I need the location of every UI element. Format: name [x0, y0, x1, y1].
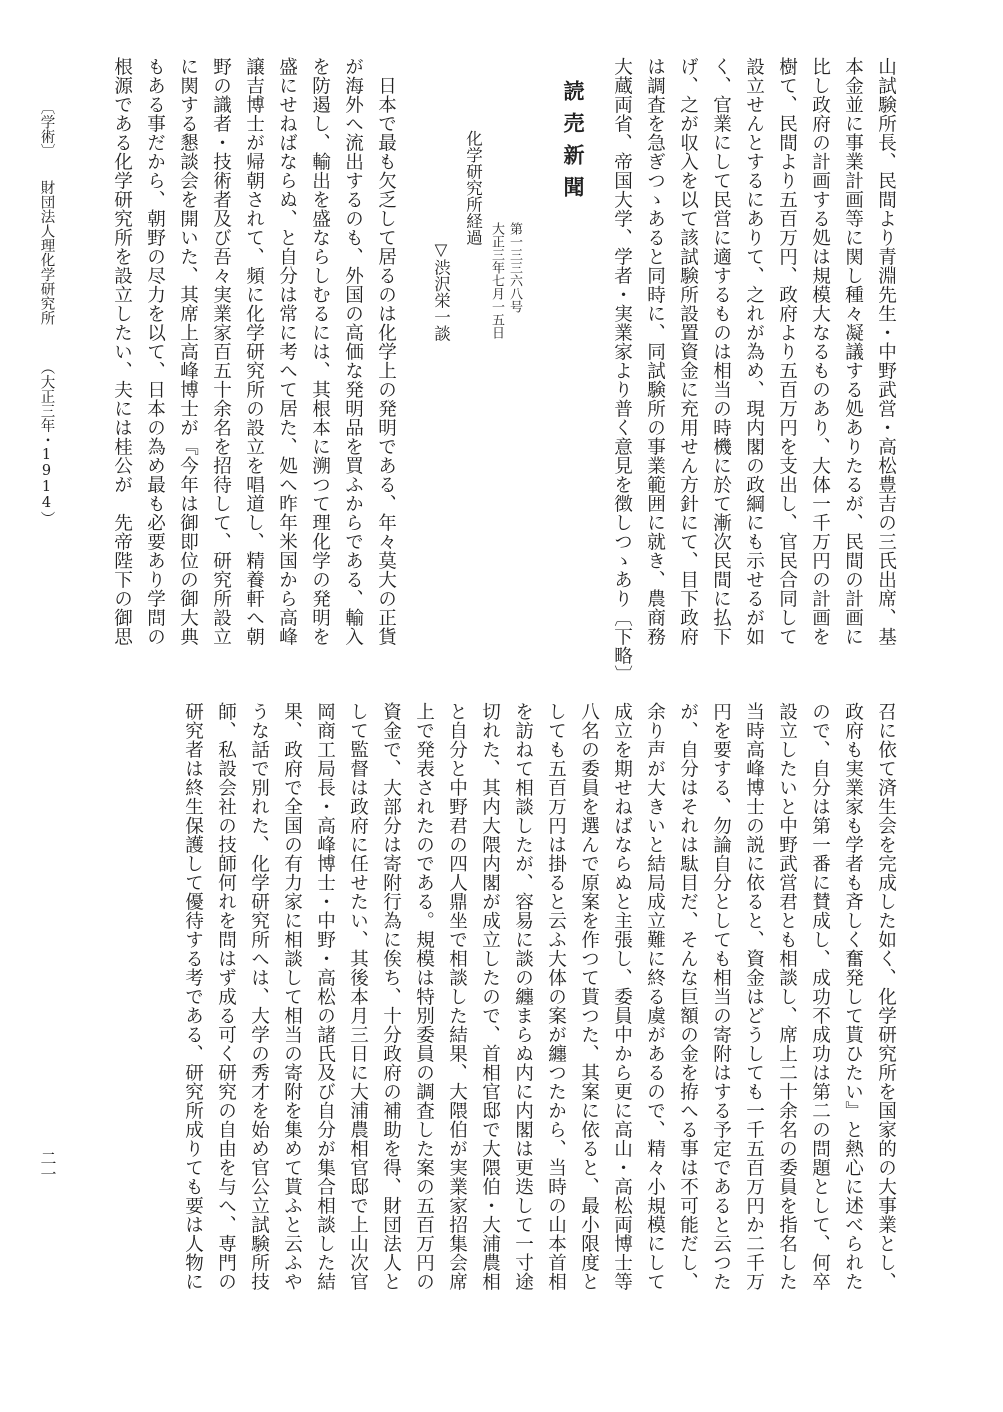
text-line: して監督は政府に任せたい、其後本月三日に大浦農相官邸で上山次官 — [347, 702, 369, 1291]
text-line: 設立したいと中野武営君とも相談し、席上二十余名の委員を指名した — [776, 702, 798, 1291]
text-line: を防遏し、輸出を盛ならしむるには、其根本に溯つて理化学の発明を — [309, 57, 331, 646]
text-line: は調査を急ぎつゝあると同時に、同試験所の事業範囲に就き、農商務 — [644, 57, 666, 646]
text-line: 日本で最も欠乏して居るのは化学上の発明である、年々莫大の正貨 — [375, 76, 397, 646]
text-line: 政府も実業家も学者も斉しく奮発して貰ひたい』と熱心に述べられた — [842, 702, 864, 1291]
text-line: 本金並に事業計画等に関し種々凝議する処ありたるが、民間の計画に — [842, 57, 864, 646]
text-line: 大蔵両省、帝国大学、学者・実業家より普く意見を徴しつゝあり〔下略〕 — [611, 57, 633, 684]
text-line: 召に依て済生会を完成した如く、化学研究所を国家的の大事業とし、 — [875, 702, 897, 1291]
text-line: 研究者は終生保護して優待する考である、研究所成りても要は人物に — [182, 702, 204, 1291]
text-line: 八名の委員を選んで原案を作つて貰つた、其案に依ると、最小限度と — [578, 702, 600, 1291]
text-line: 余り声が大きいと結局成立難に終る虞があるので、精々小規模にして — [644, 702, 666, 1291]
text-line: と自分と中野君の四人鼎坐で相談した結果、大隈伯が実業家招集会席 — [446, 702, 468, 1291]
text-line: 果、政府で全国の有力家に相談して相当の寄附を集めて貰ふと云ふや — [281, 702, 303, 1291]
section-heading: 化学研究所経過 — [463, 130, 483, 246]
speaker-line: ▽渋沢栄一談 — [431, 240, 451, 342]
era-label: （大正三年・1914） — [38, 360, 55, 526]
text-line: く、官業にして民営に適するものは相当の時機に於て漸次民間に払下 — [710, 57, 732, 646]
page-number: 二一 — [38, 1150, 57, 1182]
text-line: 円を要する、勿論自分としても相当の寄附はする予定であると云つた — [710, 702, 732, 1291]
newspaper-title: 読売新聞 — [561, 80, 586, 208]
text-line: 山試験所長、民間より青淵先生・中野武営・高松豊吉の三氏出席、基 — [875, 57, 897, 646]
organization-label: 財団法人理化学研究所 — [38, 180, 55, 325]
text-line: 盛にせねばならぬ、と自分は常に考へて居た、処へ昨年米国から高峰 — [276, 57, 298, 646]
text-line: 師、私設会社の技師何れを問はず成る可く研究の自由を与へ、専門の — [215, 702, 237, 1291]
text-line: に関する懇談会を開いた、其席上高峰博士が『今年は御即位の御大典 — [177, 57, 199, 646]
text-line: 岡商工局長・高峰博士・中野・高松の諸氏及び自分が集合相談した結 — [314, 702, 336, 1291]
text-line: を訪ねて相談したが、容易に談の纏まらぬ内に内閣は更迭して一寸途 — [512, 702, 534, 1291]
text-line: 設立せんとするにありて、之れが為め、現内閣の政綱にも示せるが如 — [743, 57, 765, 646]
text-line: もある事だから、朝野の尽力を以て、日本の為め最も必要あり学問の — [144, 57, 166, 646]
text-line: 樹て、民間より五百万円、政府より五百万円を支出し、官民合同して — [776, 57, 798, 646]
category-label: 〔学術〕 — [38, 100, 55, 158]
text-line: 野の識者・技術者及び吾々実業家百五十余名を招待して、研究所設立 — [210, 57, 232, 646]
text-line: 資金で、大部分は寄附行為に俟ち、十分政府の補助を得、財団法人と — [380, 702, 402, 1291]
text-line: が、自分はそれは駄目だ、そんな巨額の金を拵へる事は不可能だし、 — [677, 702, 699, 1291]
text-line: 当時高峰博士の説に依ると、資金はどうしても一千五百万円か二千万 — [743, 702, 765, 1291]
text-line: 比し政府の計画する処は規模大なるものあり、大体一千万円の計画を — [809, 57, 831, 646]
text-line: 切れた、其内大隈内閣が成立したので、首相官邸で大隈伯・大浦農相 — [479, 702, 501, 1291]
text-line: 成立を期せねばならぬと主張し、委員中から更に高山・高松両博士等 — [611, 702, 633, 1291]
text-line: ので、自分は第一番に賛成し、成功不成功は第二の問題として、何卒 — [809, 702, 831, 1291]
text-line: 上で発表されたのである。規模は特別委員の調査した案の五百万円の — [413, 702, 435, 1291]
text-line: しても五百万円は掛ると云ふ大体の案が纏つたから、当時の山本首相 — [545, 702, 567, 1291]
text-line: 譲吉博士が帰朝されて、頻に化学研究所の設立を唱道し、精養軒へ朝 — [243, 57, 265, 646]
issue-number: 第一三三六八号 — [507, 222, 522, 313]
text-line: 根源である化学研究所を設立したい、夫には桂公が 先帝陛下の御思 — [111, 57, 133, 646]
text-line: うな話で別れた、化学研究所へは、大学の秀才を始め官公立試験所技 — [248, 702, 270, 1291]
text-line: が海外へ流出するのも、外国の高価な発明品を買ふからである、輸入 — [342, 57, 364, 646]
text-line: げ、之が収入を以て該試験所設置資金に充用せん方針にて、目下政府 — [677, 57, 699, 646]
issue-date: 大正三年七月一五日 — [489, 222, 504, 339]
